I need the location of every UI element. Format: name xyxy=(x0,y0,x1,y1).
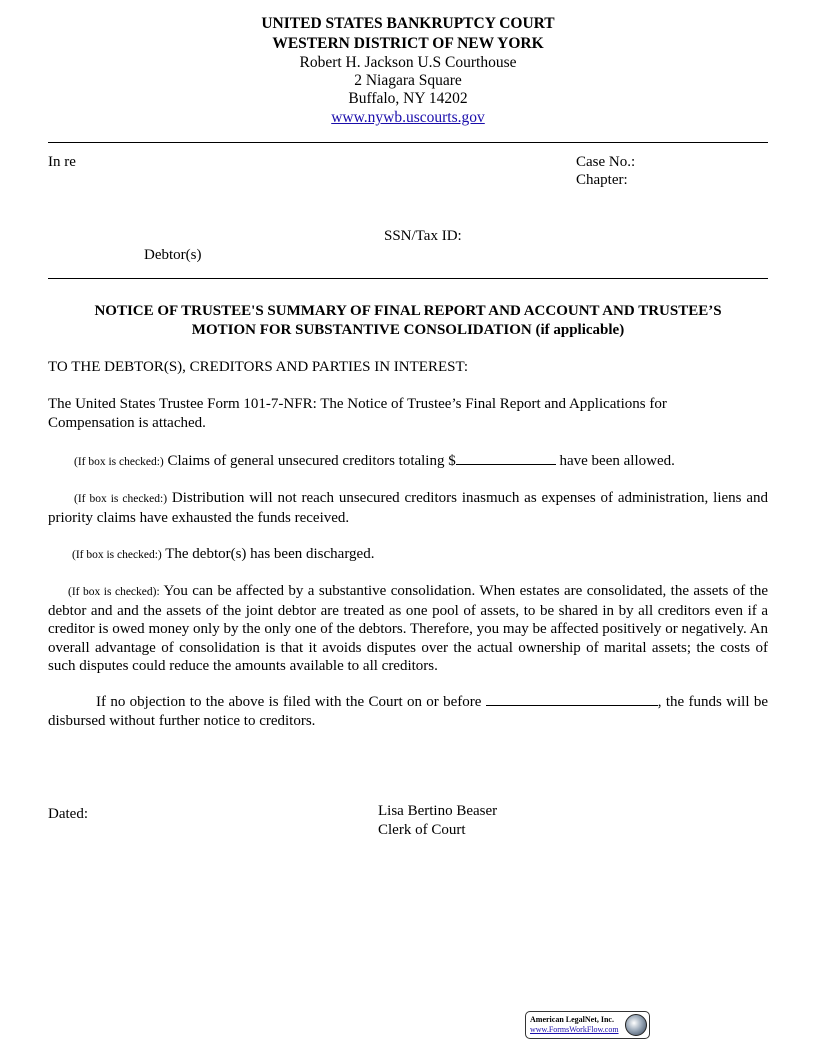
salutation: TO THE DEBTOR(S), CREDITORS AND PARTIES IN INTEREST: xyxy=(48,359,469,375)
court-district: WESTERN DISTRICT OF NEW YORK xyxy=(272,35,544,52)
notice-title-applicable: (if applicable) xyxy=(531,322,625,338)
check3-label: (If box is checked:) xyxy=(72,549,162,561)
check2-paragraph xyxy=(48,489,768,527)
court-website-row xyxy=(0,109,816,127)
clerk-title: Clerk of Court xyxy=(378,822,466,838)
check1-label: (If box is checked:) xyxy=(74,456,164,468)
check4-text: You can be affected by a substantive consolidation. When estates are consolidated, the assets of the debtor and and the assets of the joint debtor are treated as one pool of assets, to be shared in by all creditors even if a creditor is owed money only by the only one of the debtors. Therefore, you may be affected positively or negatively. An overall advantage of consolidation is that it avoids disputes over the actual ownership of marital assets; the costs of such disputes could reduce the amounts available to all creditors. xyxy=(48,583,769,674)
globe-icon xyxy=(625,1014,647,1036)
notice-title-line1: NOTICE OF TRUSTEE'S SUMMARY OF FINAL REPORT AND ACCOUNT AND TRUSTEE’S xyxy=(94,303,722,319)
check4-paragraph xyxy=(48,582,768,676)
notice-title-line2 xyxy=(0,321,816,340)
american-legalnet-logo[interactable] xyxy=(525,1011,650,1039)
court-name: UNITED STATES BANKRUPTCY COURT xyxy=(261,15,555,32)
courthouse-street: 2 Niagara Square xyxy=(354,72,462,89)
check4-label: (If box is checked): xyxy=(68,586,160,598)
logo-website: www.FormsWorkFlow.com xyxy=(530,1025,619,1034)
debtors-label: Debtor(s) xyxy=(144,247,202,263)
chapter-label: Chapter: xyxy=(576,172,628,188)
intro-paragraph: The United States Trustee Form 101-7-NFR: The Notice of Trustee’s Final Report and Applications for Compensation is attached. xyxy=(48,396,667,431)
court-website-link[interactable]: www.nywb.uscourts.gov xyxy=(331,109,485,126)
check2-label: (If box is checked:) xyxy=(74,493,168,505)
caption-divider xyxy=(48,278,768,279)
objection-text-a: If no objection to the above is filed with the Court on or before xyxy=(96,694,486,710)
claims-total-blank xyxy=(456,452,556,465)
objection-text-b: , the funds will be disbursed without further notice to creditors. xyxy=(48,694,768,729)
clerk-name: Lisa Bertino Beaser xyxy=(378,803,498,819)
courthouse-city: Buffalo, NY 14202 xyxy=(348,90,468,107)
ssn-tax-id-label: SSN/Tax ID: xyxy=(384,228,462,244)
check1-text-a: Claims of general unsecured creditors totaling $ xyxy=(163,453,456,469)
header-divider xyxy=(48,142,768,143)
check3-paragraph xyxy=(72,545,374,565)
logo-company-name: American LegalNet, Inc. xyxy=(530,1015,614,1024)
case-number-label: Case No.: xyxy=(576,154,636,170)
courthouse-name: Robert H. Jackson U.S Courthouse xyxy=(299,54,517,71)
check3-text: The debtor(s) has been discharged. xyxy=(161,546,375,562)
check1-text-b: have been allowed. xyxy=(555,453,675,469)
in-re-label: In re xyxy=(48,154,76,170)
objection-date-blank xyxy=(486,693,658,706)
notice-title-motion: MOTION FOR SUBSTANTIVE CONSOLIDATION xyxy=(191,322,532,338)
objection-paragraph xyxy=(48,693,768,730)
check1-paragraph xyxy=(74,452,675,472)
check2-text: Distribution will not reach unsecured creditors inasmuch as expenses of administration, liens and priority claims have exhausted the funds received. xyxy=(48,490,768,526)
dated-label: Dated: xyxy=(48,806,88,822)
